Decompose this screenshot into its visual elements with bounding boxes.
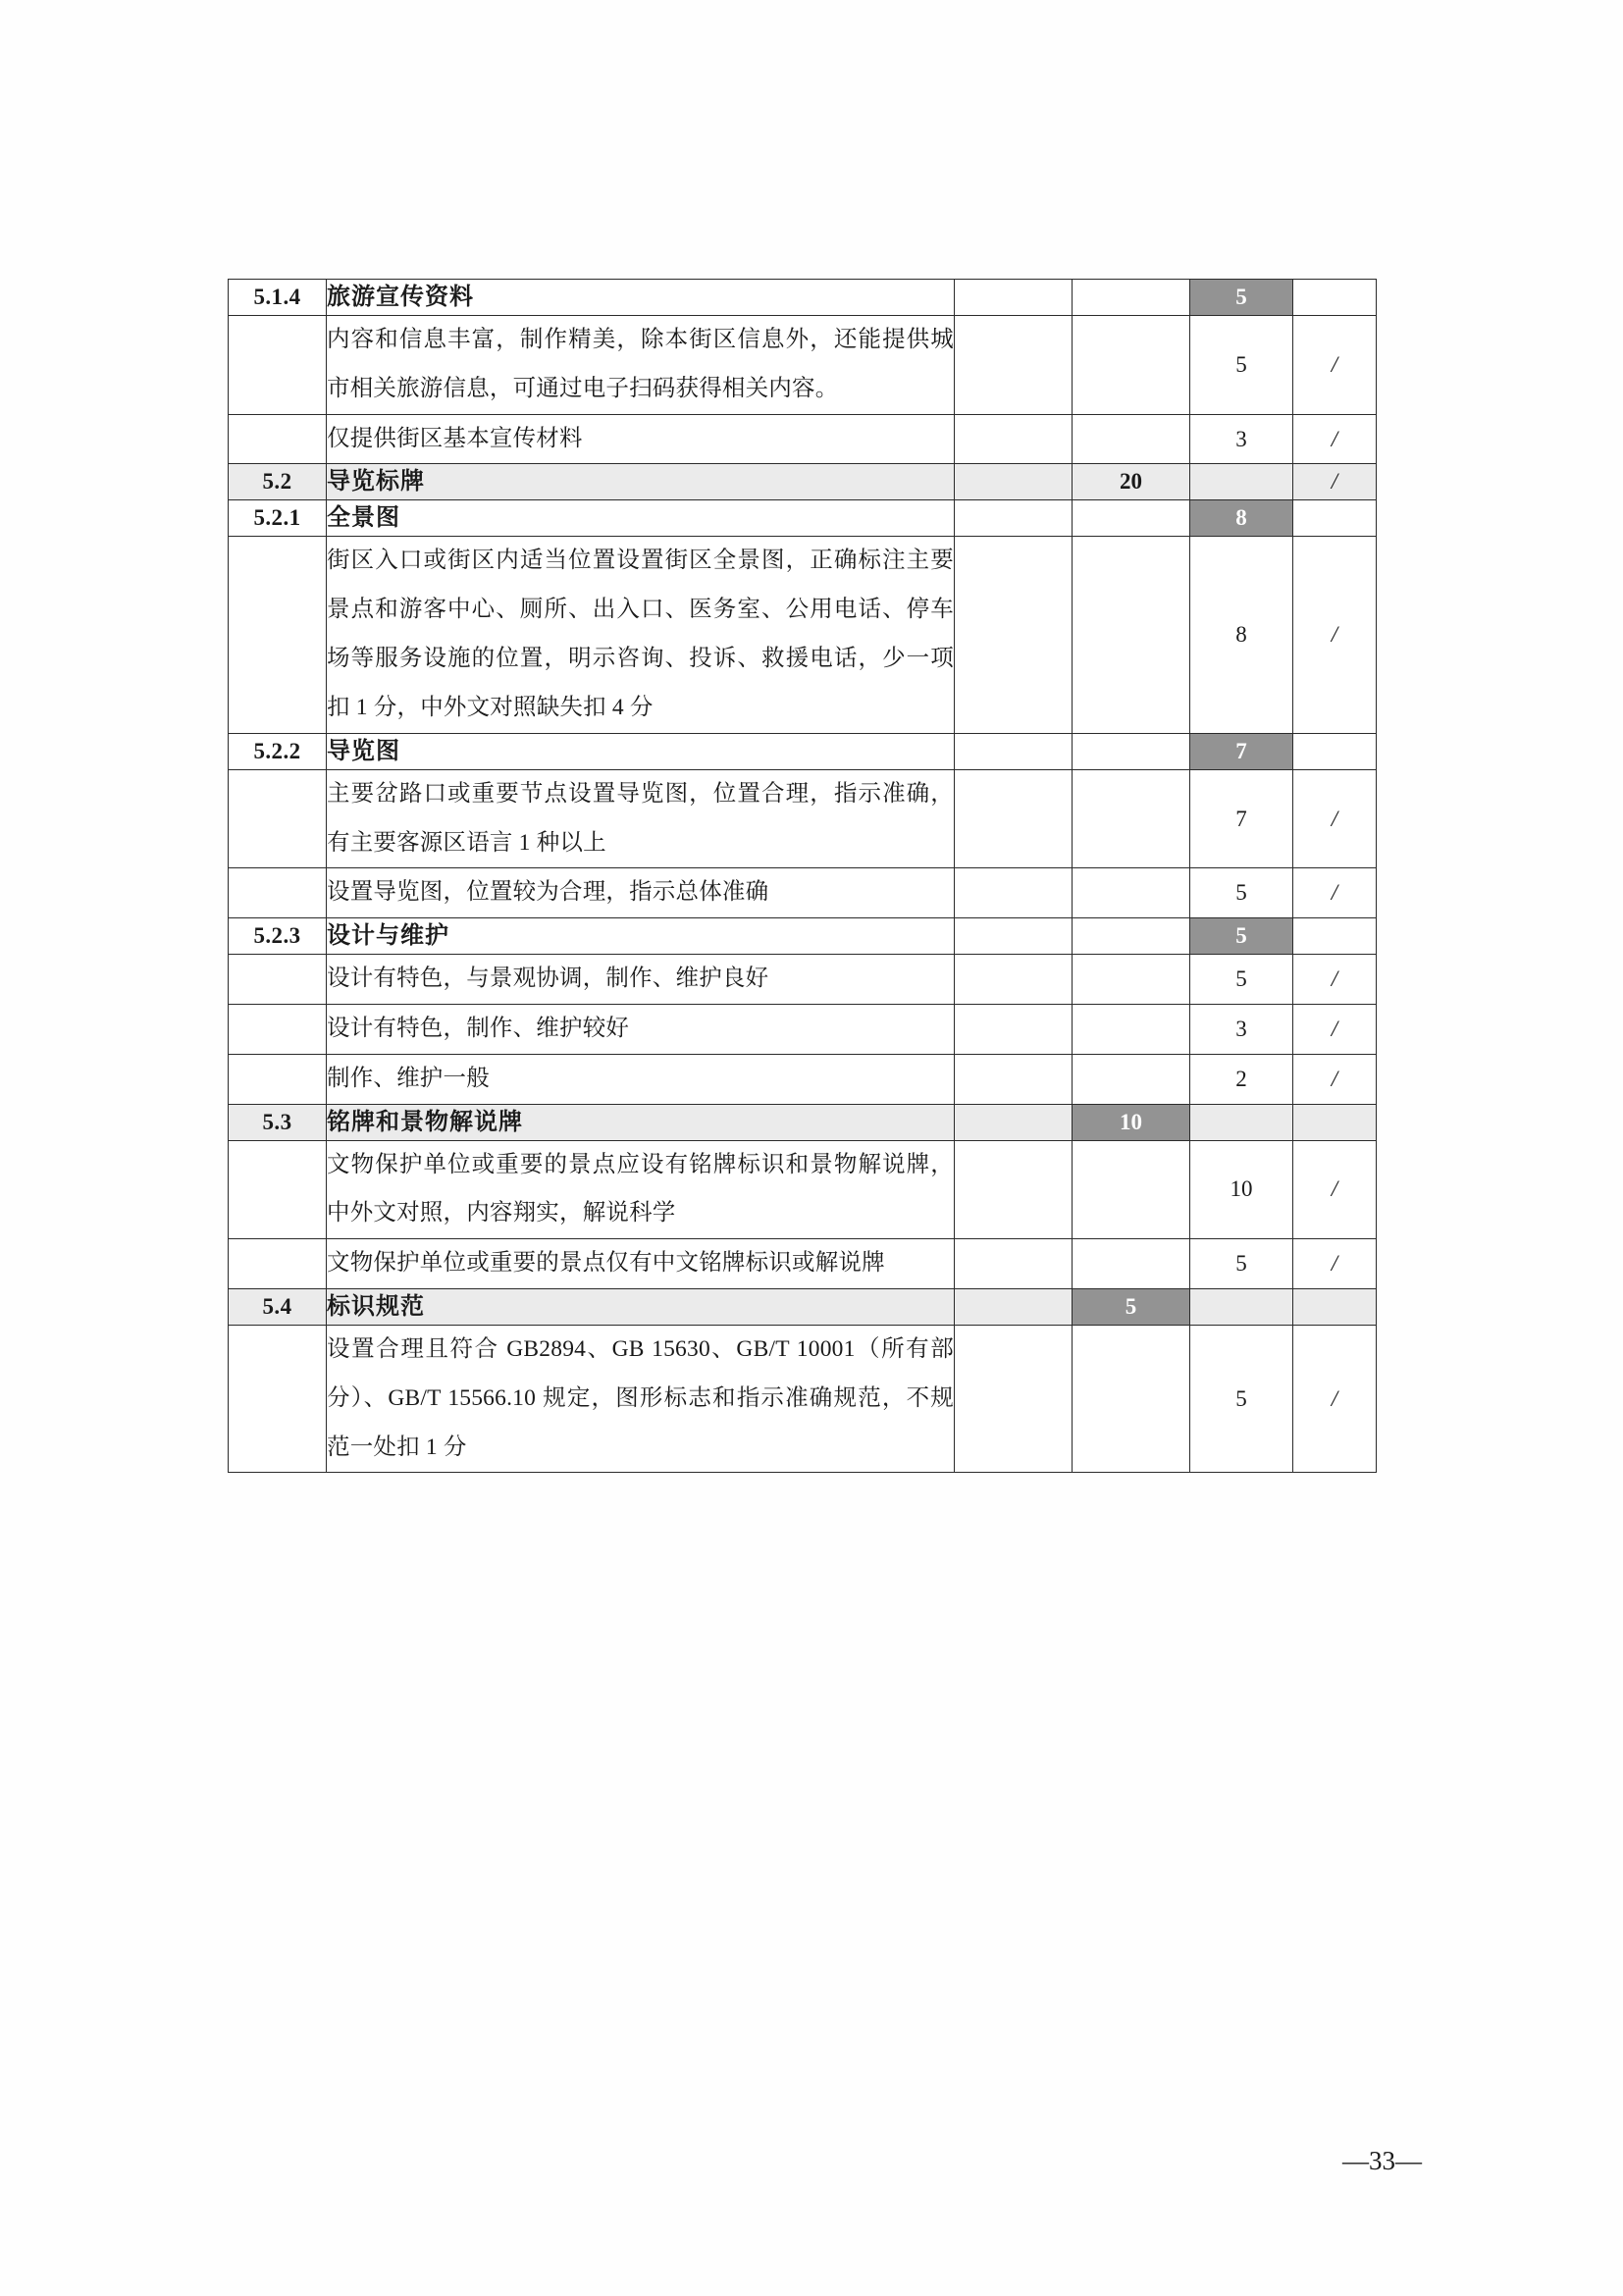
cell-criterion-description: 设置导览图，位置较为合理，指示总体准确: [327, 868, 955, 918]
cell-note: [1293, 500, 1377, 537]
cell-minor-score: 5: [1190, 868, 1293, 918]
cell-blank-column: [955, 1140, 1073, 1239]
cell-note: /: [1293, 316, 1377, 415]
cell-minor-score: [1190, 464, 1293, 500]
table-row: [229, 464, 1377, 500]
cell-major-score: [1073, 733, 1190, 769]
cell-note: /: [1293, 414, 1377, 464]
cell-clause-code: 5.4: [229, 1289, 327, 1326]
cell-clause-code: [229, 414, 327, 464]
cell-major-score: [1073, 1054, 1190, 1104]
cell-major-score: [1073, 1140, 1190, 1239]
cell-note: /: [1293, 1054, 1377, 1104]
cell-section-title: 全景图: [327, 500, 955, 537]
table-row: [229, 280, 1377, 316]
table-row: [229, 316, 1377, 415]
cell-blank-column: [955, 280, 1073, 316]
table-row: [229, 1326, 1377, 1473]
cell-note: [1293, 1104, 1377, 1140]
cell-note: [1293, 280, 1377, 316]
cell-section-title: 标识规范: [327, 1289, 955, 1326]
cell-note: [1293, 918, 1377, 955]
cell-blank-column: [955, 1054, 1073, 1104]
score-table-container: [228, 279, 1376, 1473]
cell-minor-score: 5: [1190, 1239, 1293, 1289]
cell-minor-score: 5: [1190, 316, 1293, 415]
cell-note: /: [1293, 955, 1377, 1005]
cell-note: /: [1293, 769, 1377, 868]
cell-clause-code: 5.2.3: [229, 918, 327, 955]
cell-blank-column: [955, 733, 1073, 769]
cell-major-score: [1073, 868, 1190, 918]
cell-note: /: [1293, 1239, 1377, 1289]
cell-major-score: [1073, 537, 1190, 733]
cell-major-score: 10: [1073, 1104, 1190, 1140]
table-row: [229, 1289, 1377, 1326]
cell-blank-column: [955, 1326, 1073, 1473]
table-row: [229, 1140, 1377, 1239]
cell-blank-column: [955, 918, 1073, 955]
cell-blank-column: [955, 1289, 1073, 1326]
cell-blank-column: [955, 500, 1073, 537]
cell-criterion-description: 文物保护单位或重要的景点仅有中文铭牌标识或解说牌: [327, 1239, 955, 1289]
cell-criterion-description: 设计有特色，与景观协调，制作、维护良好: [327, 955, 955, 1005]
cell-clause-code: [229, 1054, 327, 1104]
cell-note: [1293, 1289, 1377, 1326]
cell-criterion-description: 街区入口或街区内适当位置设置街区全景图，正确标注主要景点和游客中心、厕所、出入口、医务室、公用电话、停车场等服务设施的位置，明示咨询、投诉、救援电话，少一项扣 1 分，中外文对照缺失扣 4 分: [327, 537, 955, 733]
table-row: [229, 769, 1377, 868]
cell-major-score: [1073, 500, 1190, 537]
table-row: [229, 918, 1377, 955]
cell-major-score: [1073, 1326, 1190, 1473]
table-row: [229, 414, 1377, 464]
table-row: [229, 1004, 1377, 1054]
cell-criterion-description: 设计有特色，制作、维护较好: [327, 1004, 955, 1054]
cell-clause-code: 5.2: [229, 464, 327, 500]
cell-section-title: 铭牌和景物解说牌: [327, 1104, 955, 1140]
cell-minor-score: 2: [1190, 1054, 1293, 1104]
cell-major-score: [1073, 918, 1190, 955]
cell-criterion-description: 内容和信息丰富，制作精美，除本街区信息外，还能提供城市相关旅游信息，可通过电子扫码获得相关内容。: [327, 316, 955, 415]
cell-major-score: [1073, 1004, 1190, 1054]
cell-clause-code: [229, 1004, 327, 1054]
cell-minor-score: 8: [1190, 500, 1293, 537]
cell-minor-score: 10: [1190, 1140, 1293, 1239]
cell-major-score: [1073, 955, 1190, 1005]
cell-clause-code: [229, 537, 327, 733]
cell-major-score: [1073, 769, 1190, 868]
cell-blank-column: [955, 955, 1073, 1005]
cell-note: /: [1293, 464, 1377, 500]
table-row: [229, 1054, 1377, 1104]
table-body: [229, 280, 1377, 1473]
table-row: [229, 537, 1377, 733]
cell-criterion-description: 文物保护单位或重要的景点应设有铭牌标识和景物解说牌，中外文对照，内容翔实，解说科学: [327, 1140, 955, 1239]
cell-section-title: 旅游宣传资料: [327, 280, 955, 316]
cell-clause-code: [229, 316, 327, 415]
cell-clause-code: [229, 1326, 327, 1473]
cell-minor-score: 5: [1190, 1326, 1293, 1473]
table-row: [229, 500, 1377, 537]
cell-clause-code: 5.3: [229, 1104, 327, 1140]
cell-section-title: 设计与维护: [327, 918, 955, 955]
cell-minor-score: [1190, 1104, 1293, 1140]
cell-clause-code: [229, 1140, 327, 1239]
table-row: [229, 1239, 1377, 1289]
table-row: [229, 1104, 1377, 1140]
cell-clause-code: [229, 769, 327, 868]
cell-minor-score: 7: [1190, 733, 1293, 769]
cell-blank-column: [955, 1104, 1073, 1140]
table-row: [229, 868, 1377, 918]
cell-criterion-description: 主要岔路口或重要节点设置导览图，位置合理，指示准确，有主要客源区语言 1 种以上: [327, 769, 955, 868]
cell-criterion-description: 仅提供街区基本宣传材料: [327, 414, 955, 464]
cell-major-score: [1073, 316, 1190, 415]
cell-clause-code: 5.2.2: [229, 733, 327, 769]
cell-major-score: [1073, 280, 1190, 316]
cell-blank-column: [955, 1239, 1073, 1289]
cell-minor-score: 5: [1190, 280, 1293, 316]
page-number: —33—: [1342, 2146, 1422, 2175]
cell-section-title: 导览标牌: [327, 464, 955, 500]
cell-criterion-description: 制作、维护一般: [327, 1054, 955, 1104]
table-row: [229, 955, 1377, 1005]
cell-section-title: 导览图: [327, 733, 955, 769]
cell-note: /: [1293, 537, 1377, 733]
cell-blank-column: [955, 316, 1073, 415]
cell-minor-score: 5: [1190, 955, 1293, 1005]
cell-major-score: [1073, 414, 1190, 464]
cell-note: /: [1293, 1004, 1377, 1054]
cell-note: /: [1293, 1140, 1377, 1239]
evaluation-score-table: [228, 279, 1377, 1473]
cell-minor-score: 8: [1190, 537, 1293, 733]
cell-minor-score: [1190, 1289, 1293, 1326]
cell-blank-column: [955, 414, 1073, 464]
cell-major-score: 5: [1073, 1289, 1190, 1326]
cell-minor-score: 3: [1190, 414, 1293, 464]
cell-note: /: [1293, 1326, 1377, 1473]
cell-note: /: [1293, 868, 1377, 918]
table-row: [229, 733, 1377, 769]
cell-major-score: 20: [1073, 464, 1190, 500]
cell-minor-score: 7: [1190, 769, 1293, 868]
cell-blank-column: [955, 464, 1073, 500]
cell-blank-column: [955, 868, 1073, 918]
cell-clause-code: [229, 1239, 327, 1289]
cell-minor-score: 3: [1190, 1004, 1293, 1054]
cell-blank-column: [955, 1004, 1073, 1054]
cell-major-score: [1073, 1239, 1190, 1289]
cell-blank-column: [955, 769, 1073, 868]
cell-clause-code: [229, 955, 327, 1005]
cell-criterion-description: 设置合理且符合 GB2894、GB 15630、GB/T 10001（所有部分）、GB/T 15566.10 规定，图形标志和指示准确规范，不规范一处扣 1 分: [327, 1326, 955, 1473]
cell-blank-column: [955, 537, 1073, 733]
cell-clause-code: 5.1.4: [229, 280, 327, 316]
cell-minor-score: 5: [1190, 918, 1293, 955]
cell-clause-code: 5.2.1: [229, 500, 327, 537]
cell-note: [1293, 733, 1377, 769]
cell-clause-code: [229, 868, 327, 918]
